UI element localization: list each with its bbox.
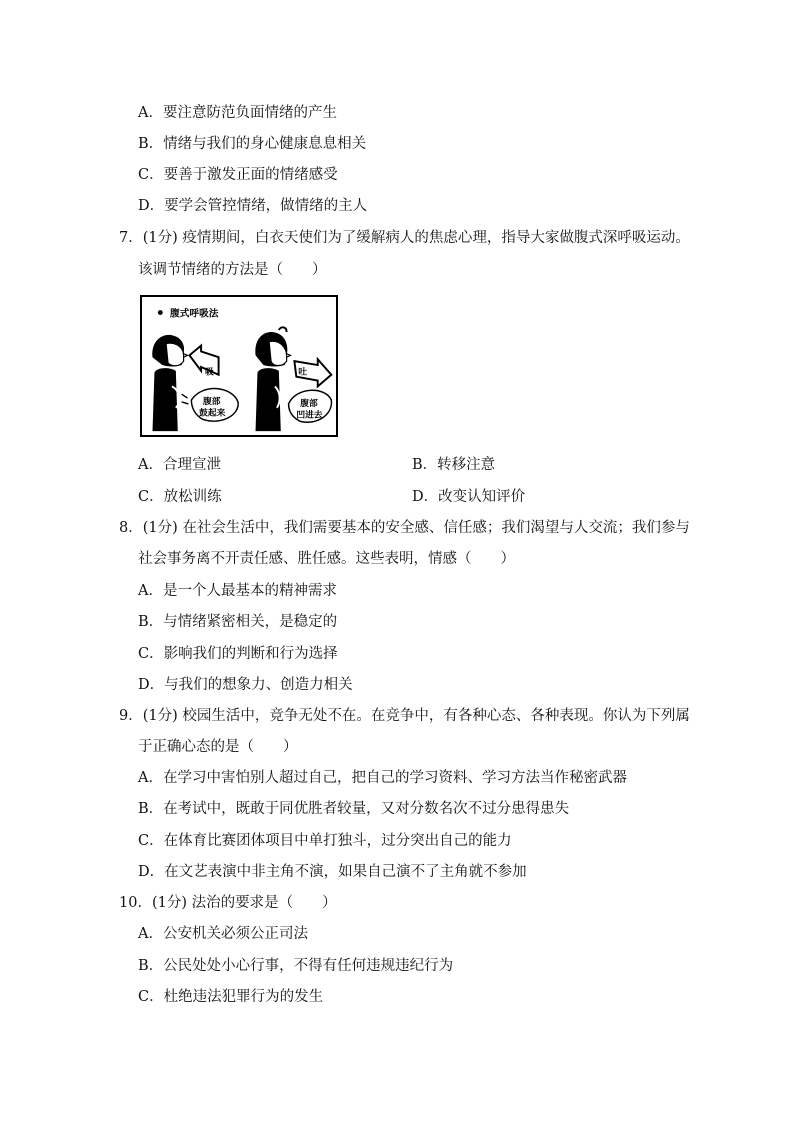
q10-option-b: B．公民处处小心行事，不得有任何违规违纪行为 — [138, 958, 454, 974]
q9-option-a: A．在学习中害怕别人超过自己，把自己的学习资料、学习方法当作秘密武器 — [138, 770, 627, 786]
q7-option-b: B．转移注意 — [412, 457, 496, 473]
q7-stem-line1: 7．(1分) 疫情期间，白衣天使们为了缓解病人的焦虑心理，指导大家做腹式深呼吸运动。 — [119, 230, 690, 246]
q8-stem-line2: 社会事务离不开责任感、胜任感。这些表明，情感（ ） — [138, 551, 515, 567]
q7-option-c: C．放松训练 — [138, 489, 222, 505]
q6-option-a: A．要注意防范负面情绪的产生 — [138, 105, 337, 121]
q10-option-a: A．公安机关必须公正司法 — [138, 926, 308, 942]
person-inhale-icon — [152, 335, 188, 431]
belly-out-label-2: 鼓起来 — [199, 408, 226, 419]
q8-option-c: C．影响我们的判断和行为选择 — [138, 646, 338, 662]
belly-out-label-1: 腹部 — [203, 396, 221, 407]
q9-option-c: C．在体育比赛团体项目中单打独斗，过分突出自己的能力 — [138, 833, 512, 849]
q9-option-b: B．在考试中，既敢于同优胜者较量，又对分数名次不过分患得患失 — [138, 801, 570, 817]
exhale-label: 吐 — [298, 367, 308, 378]
q7-option-d: D．改变认知评价 — [412, 489, 526, 505]
person-exhale-icon — [255, 327, 290, 431]
q7-stem-line2: 该调节情绪的方法是（ ） — [138, 262, 327, 278]
inhale-label: 吸 — [204, 367, 214, 378]
breathing-illustration — [140, 295, 338, 437]
q8-option-b: B．与情绪紧密相关，是稳定的 — [138, 614, 338, 630]
q9-stem-line2: 于正确心态的是（ ） — [138, 739, 298, 755]
q8-option-d: D．与我们的想象力、创造力相关 — [138, 677, 353, 693]
q10-stem-line1: 10．(1分) 法治的要求是（ ） — [119, 895, 337, 911]
belly-in-label-2: 凹进去 — [296, 410, 323, 421]
q7-option-a: A．合理宣泄 — [138, 457, 221, 473]
q10-option-c: C．杜绝违法犯罪行为的发生 — [138, 989, 324, 1005]
q9-option-d: D．在文艺表演中非主角不演，如果自己演不了主角就不参加 — [138, 864, 527, 880]
q6-option-c: C．要善于激发正面的情绪感受 — [138, 167, 338, 183]
figure-title: 腹式呼吸法 — [170, 308, 219, 320]
q6-option-b: B．情绪与我们的身心健康息息相关 — [138, 136, 367, 152]
q8-stem-line1: 8．(1分) 在社会生活中，我们需要基本的安全感、信任感；我们渴望与人交流；我们参与 — [119, 520, 690, 536]
q9-stem-line1: 9．(1分) 校园生活中，竞争无处不在。在竞争中，有各种心态、各种表现。你认为下列属 — [119, 708, 690, 724]
q8-option-a: A．是一个人最基本的精神需求 — [138, 583, 337, 599]
q6-option-d: D．要学会管控情绪，做情绪的主人 — [138, 198, 368, 214]
belly-in-label-1: 腹部 — [300, 398, 318, 409]
